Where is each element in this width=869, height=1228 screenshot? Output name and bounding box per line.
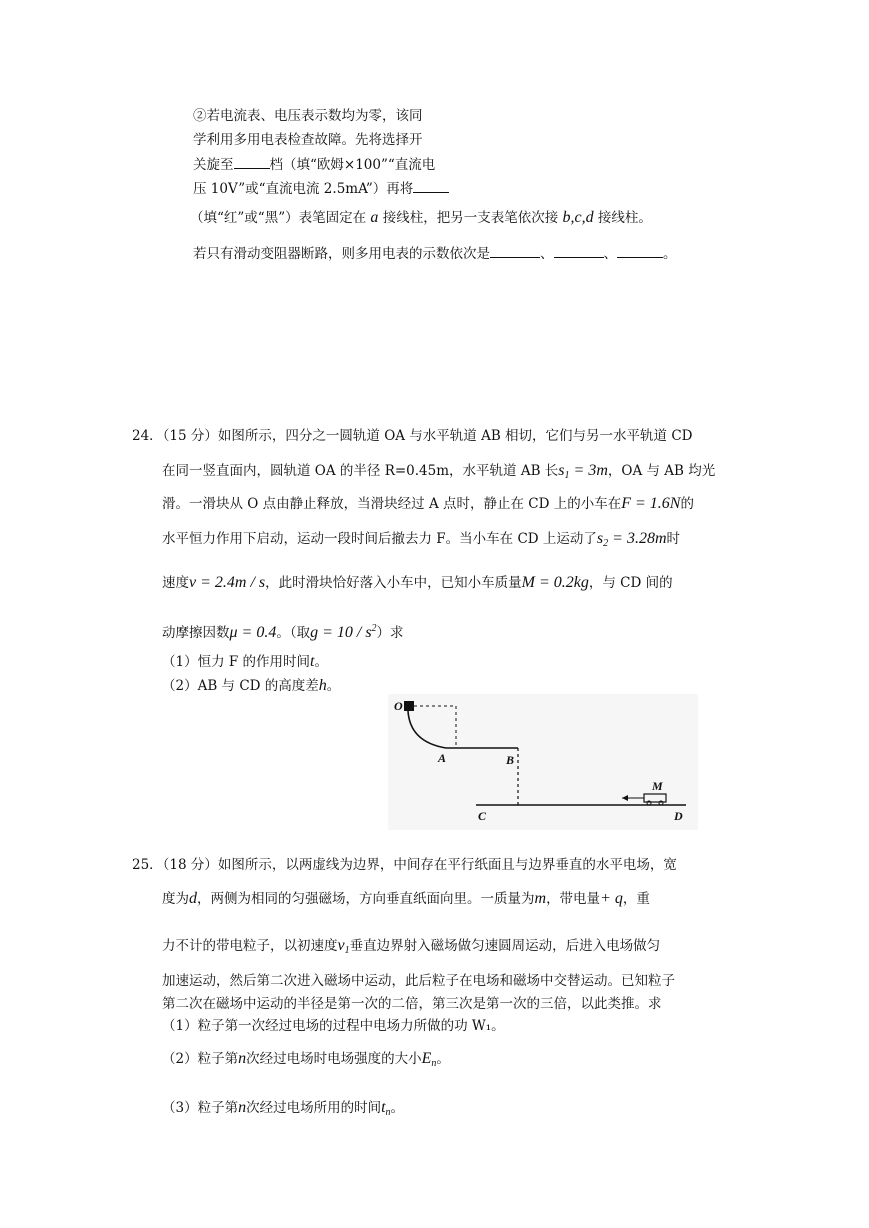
q23-line-5-text-b: 接线柱，把另一支表笔依次接 [382, 210, 559, 226]
q24-line-6 [162, 619, 404, 643]
q25-part-3-text-b: 次经过电场所用的时间 [246, 1100, 382, 1116]
q25-line-3-text: 力不计的带电粒子，以初速度 [162, 938, 338, 954]
q25-part-3-text: （3）粒子第 [162, 1100, 239, 1116]
q23-line-2: 学利用多用电表检查故障。先将选择开 [193, 132, 423, 148]
q25-part-2-end: 。 [436, 1051, 450, 1067]
q23-line-3 [193, 154, 435, 175]
q25-line-2-text: 度为 [162, 891, 189, 907]
q23-line-6 [193, 243, 677, 264]
figure-background [388, 694, 698, 830]
var-m: m [534, 890, 547, 907]
subscript: 2 [603, 538, 609, 549]
line-end: 。 [663, 246, 677, 262]
var-s1 [558, 462, 608, 479]
q25-part-3-end: 。 [390, 1100, 405, 1116]
q25-part-2-text-b: 次经过电场时电场强度的大小 [246, 1051, 422, 1067]
subscript: n [431, 1058, 437, 1069]
answer-blank[interactable] [234, 154, 270, 169]
q25-line-4: 加速运动，然后第二次进入磁场中运动，此后粒子在电场和磁场中交替运动。已知粒子 [162, 973, 675, 989]
var-d: d [189, 890, 197, 907]
var-t: t [310, 653, 315, 670]
q24-line-3 [162, 494, 694, 514]
var-bcd: b,c,d [562, 209, 594, 226]
subscript: 1 [344, 945, 350, 956]
q25-line-3-text-b: 垂直边界射入磁场做匀速圆周运动，后进入电场做匀 [349, 938, 661, 954]
q24-line-4-text-b: 时 [666, 531, 680, 547]
q23-line-6-text: 若只有滑动变阻器断路，则多用电表的示数依次是 [193, 246, 490, 262]
q24-line-5 [162, 573, 673, 593]
label-C: C [478, 809, 487, 823]
q24-line-6-text: 动摩擦因数 [162, 625, 230, 641]
q24-part-2-end: 。 [326, 678, 341, 694]
q24-line-2-text: 在同一竖直面内，圆轨道 OA 的半径 R=0.45m，水平轨道 AB 长 [162, 463, 559, 479]
var-F: F = 1.6N [621, 495, 681, 512]
q24-line-3-text-b: 的 [680, 496, 694, 512]
var-E: E [421, 1050, 432, 1067]
label-A: A [438, 751, 447, 765]
superscript: 2 [371, 623, 377, 634]
q24-line-3-text: 滑。一滑块从 O 点由静止释放，当滑块经过 A 点时，静止在 CD 上的小车在 [162, 496, 622, 512]
label-M: M [652, 779, 663, 793]
subscript: n [385, 1107, 391, 1118]
q25-part-2 [162, 1049, 450, 1074]
q25-line-2-text-b: ，两侧为相同的匀强磁场，方向垂直纸面向里。一质量为 [197, 891, 535, 907]
track-diagram [388, 694, 698, 830]
separator: 、 [540, 246, 554, 262]
q25-line-2-text-d: ，重 [622, 891, 650, 907]
value: = 3m [569, 462, 608, 479]
answer-blank[interactable] [413, 178, 449, 193]
q24-line-2-text-b: ，OA 与 AB 均光 [607, 463, 716, 479]
q24-part-2-text: （2）AB 与 CD 的高度差 [162, 678, 319, 694]
q24-part-2 [162, 676, 340, 696]
var-v: v [337, 937, 345, 954]
var-t: t [381, 1099, 386, 1116]
var-n: n [238, 1050, 247, 1067]
q25-part-2-text: （2）粒子第 [162, 1051, 239, 1067]
q24-line-6-text-c: ）求 [376, 625, 404, 641]
q23-line-1: ②若电流表、电压表示数均为零，该同 [193, 108, 423, 124]
var-s: s [596, 530, 604, 547]
q24-line-5-text-c: ，与 CD 间的 [588, 575, 673, 591]
var-q: + q [600, 890, 623, 907]
q25-part-3 [162, 1098, 404, 1123]
q25-line-5: 第二次在磁场中运动的半径是第一次的二倍，第三次是第一次的三倍，以此类推。求 [162, 996, 662, 1012]
var-En [422, 1050, 437, 1067]
label-O: O [394, 699, 403, 713]
var-g [310, 624, 376, 641]
q23-line-4 [193, 178, 449, 199]
var-a: a [370, 209, 379, 226]
q23-line-5-text-c: 接线柱。 [597, 210, 652, 226]
slider-block [404, 701, 414, 711]
var-h: h [318, 677, 327, 694]
answer-blank[interactable] [490, 243, 540, 258]
var-mu: μ = 0.4 [229, 624, 277, 641]
label-D: D [674, 809, 683, 823]
q24-line-5-text: 速度 [162, 575, 189, 591]
q25-line-3 [162, 936, 660, 961]
q23-line-3-text-b: 档（填“欧姆×100”“直流电 [269, 157, 436, 173]
value: g = 10 / s [310, 624, 372, 641]
var-M: M = 0.2kg [521, 574, 589, 591]
label-B: B [506, 753, 515, 767]
q24-line-2 [162, 461, 715, 486]
subscript: 1 [564, 470, 570, 481]
separator: 、 [603, 246, 617, 262]
q24-part-1 [162, 652, 328, 672]
q24-line-4-text: 水平恒力作用下启动，运动一段时间后撤去力 F。当小车在 CD 上运动了 [162, 531, 597, 547]
q23-line-3-text: 关旋至 [193, 157, 234, 173]
q23-line-5-text: （填“红”或“黑”）表笔固定在 [190, 210, 367, 226]
answer-blank[interactable] [617, 243, 663, 258]
q23-line-5 [190, 208, 652, 228]
q25-line-1: 25．（18 分）如图所示，以两虚线为边界，中间存在平行纸面且与边界垂直的水平电场，宽 [132, 857, 677, 873]
q25-part-1: （1）粒子第一次经过电场的过程中电场力所做的功 W₁。 [162, 1018, 505, 1034]
q24-part-1-end: 。 [314, 654, 328, 670]
q25-line-2 [162, 889, 650, 909]
q24-line-4 [162, 529, 680, 554]
var-v1 [338, 937, 350, 954]
q24-line-5-text-b: ，此时滑块恰好落入小车中，已知小车质量 [265, 575, 522, 591]
var-s: s [558, 462, 565, 479]
q25-line-2-text-c: ，带电量 [546, 891, 601, 907]
q24-line-6-text-b: 。（取 [276, 625, 311, 641]
q24-part-1-text: （1）恒力 F 的作用时间 [162, 654, 311, 670]
value: = 3.28m [608, 530, 667, 547]
q24-line-1: 24．（15 分）如图所示，四分之一圆轨道 OA 与水平轨道 AB 相切，它们与另一水平轨道 CD [132, 428, 693, 444]
q23-line-4-text: 压 10V”或“直流电流 2.5mA”）再将 [193, 181, 414, 197]
answer-blank[interactable] [554, 243, 604, 258]
var-n: n [238, 1099, 247, 1116]
var-v: v = 2.4m / s [189, 574, 266, 591]
var-tn [381, 1099, 390, 1116]
var-s2 [597, 530, 667, 547]
